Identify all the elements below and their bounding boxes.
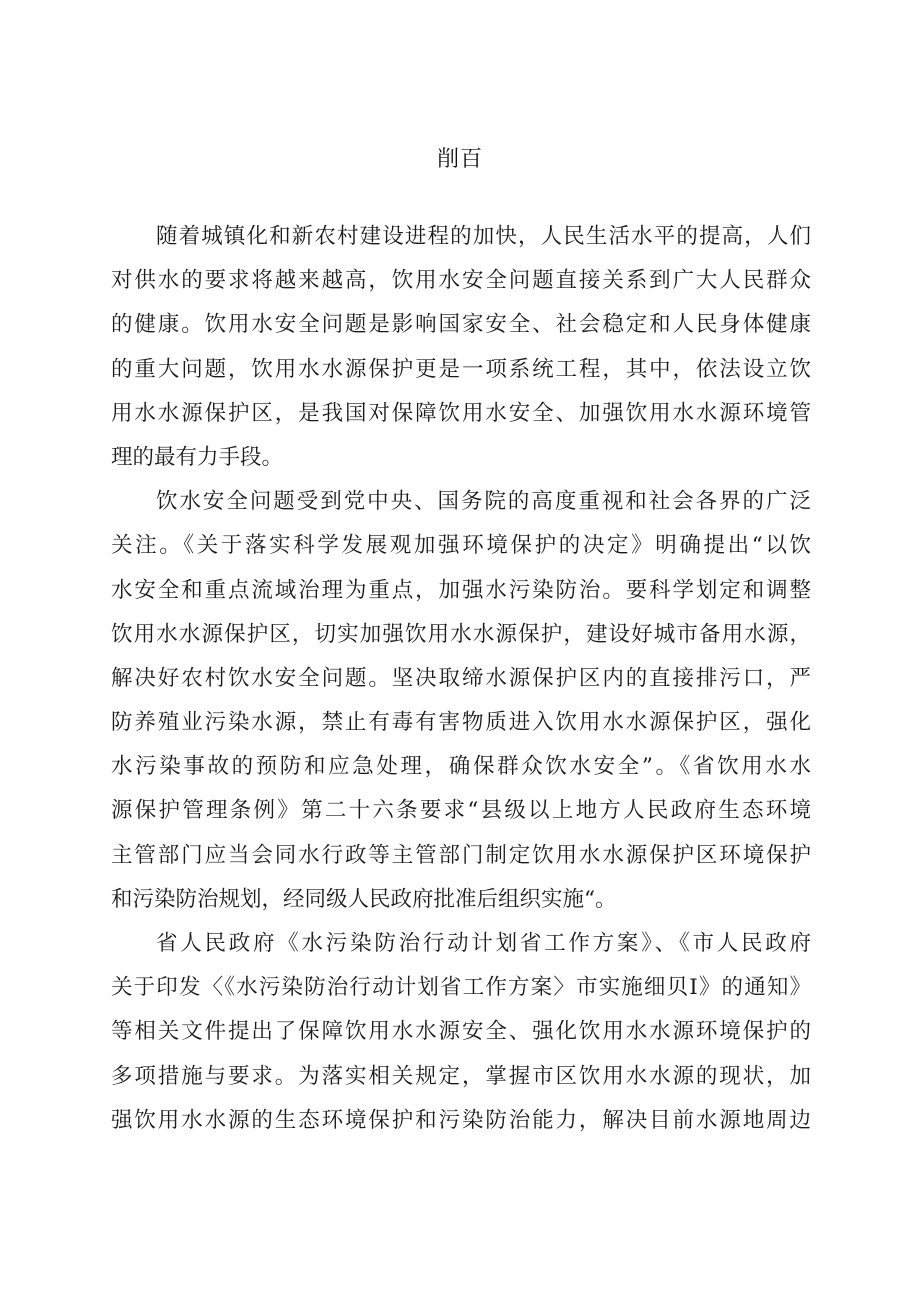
text-line: 对供水的要求将越来越高，饮用水安全问题直接关系到广大人民群众 <box>111 268 811 294</box>
text-line: 多项措施与要求。为落实相关规定，掌握市区饮用水水源的现状，加 <box>111 1063 811 1089</box>
text-line: 饮水安全问题受到党中央、国务院的高度重视和社会各界的广泛 <box>156 489 811 515</box>
text-line: 关注。《关于落实科学发展观加强环境保护的决定》明确提出“以饮 <box>111 533 811 559</box>
text-line: 防养殖业污染水源，禁止有毒有害物质进入饮用水水源保护区，强化 <box>111 710 811 736</box>
text-line: 解决好农村饮水安全问题。坚决取缔水源保护区内的直接排污口，严 <box>111 665 811 691</box>
text-line: 源保护管理条例》第二十六条要求“县级以上地方人民政府生态环境 <box>111 798 811 824</box>
body-text <box>111 215 811 1143</box>
text-line: 用水水源保护区，是我国对保障饮用水安全、加强饮用水水源环境管 <box>111 400 811 426</box>
page-title: 削百 <box>436 147 483 172</box>
text-line: 随着城镇化和新农村建设进程的加快，人民生活水平的提高，人们 <box>156 224 811 249</box>
text-line: 和污染防治规划，经同级人民政府批准后组织实施“。 <box>111 886 617 912</box>
text-line: 省人民政府《水污染防治行动计划省工作方案》、《市人民政府 <box>156 931 811 956</box>
text-line: 等相关文件提出了保障饮用水水源安全、强化饮用水水源环境保护的 <box>111 1019 811 1045</box>
text-line: 主管部门应当会同水行政等主管部门制定饮用水水源保护区环境保护 <box>111 842 811 868</box>
text-line: 水安全和重点流域治理为重点，加强水污染防治。要科学划定和调整 <box>111 577 811 603</box>
text-line: 理的最有力手段。 <box>111 444 284 470</box>
text-line: 饮用水水源保护区，切实加强饮用水水源保护，建设好城市备用水源， <box>111 621 811 647</box>
text-line: 的健康。饮用水安全问题是影响国家安全、社会稳定和人民身体健康 <box>111 312 811 338</box>
text-line: 强饮用水水源的生态环境保护和污染防治能力，解决目前水源地周边 <box>111 1107 811 1133</box>
text-line: 水污染事故的预防和应急处理，确保群众饮水安全”。《省饮用水水 <box>111 754 811 780</box>
text-line: 关于印发〈《水污染防治行动计划省工作方案〉市实施细贝I》的通知》 <box>111 975 811 1001</box>
text-line: 的重大问题，饮用水水源保护更是一项系统工程，其中，依法设立饮 <box>111 356 811 382</box>
